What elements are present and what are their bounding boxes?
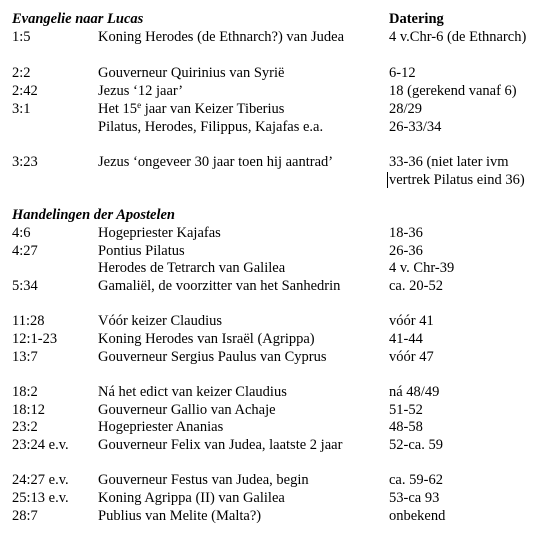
verse-ref: 2:42 — [12, 83, 38, 99]
verse-ref: 1:5 — [12, 29, 31, 45]
ordinal-superscript: e — [137, 100, 142, 110]
event-text: Pilatus, Herodes, Filippus, Kajafas e.a. — [98, 119, 324, 135]
date-text: ná 48/49 — [389, 384, 440, 400]
table-row — [0, 242, 544, 260]
section-title-luke: Evangelie naar Lucas — [12, 11, 144, 27]
event-text: Gamaliël, de voorzitter van het Sanhedrin — [98, 278, 341, 294]
verse-ref: 24:27 e.v. — [12, 472, 69, 488]
dating-column-header: Datering — [389, 11, 444, 27]
date-text: 28/29 — [389, 101, 423, 117]
event-text-pre: Het 15 — [98, 101, 138, 117]
date-text: 51-52 — [389, 402, 423, 418]
table-row — [0, 259, 544, 277]
section-row — [0, 206, 544, 224]
date-text: 18 (gerekend vanaf 6) — [389, 83, 517, 99]
table-row — [0, 82, 544, 100]
verse-ref: 23:24 e.v. — [12, 437, 69, 453]
event-text: Koning Herodes van Israël (Agrippa) — [98, 331, 315, 347]
event-text: Koning Herodes (de Ethnarch?) van Judea — [98, 29, 345, 45]
verse-ref: 23:2 — [12, 419, 38, 435]
event-text: Ná het edict van keizer Claudius — [98, 384, 287, 400]
event-text: Pontius Pilatus — [98, 243, 185, 259]
date-text: 26-36 — [389, 243, 423, 259]
verse-ref: 3:23 — [12, 154, 38, 170]
event-text: Hogepriester Ananias — [98, 419, 224, 435]
date-text: 52-ca. 59 — [389, 437, 443, 453]
table-row — [0, 348, 544, 366]
date-text: onbekend — [389, 508, 446, 524]
date-text: 4 v. Chr-39 — [389, 260, 455, 276]
table-row — [0, 118, 544, 136]
verse-ref: 2:2 — [12, 65, 31, 81]
event-text: Gouverneur Felix van Judea, laatste 2 jaar — [98, 437, 343, 453]
event-text: Publius van Melite (Malta?) — [98, 508, 262, 524]
date-text: ca. 20-52 — [389, 278, 443, 294]
table-row — [0, 330, 544, 348]
section-title-acts: Handelingen der Apostelen — [12, 207, 175, 223]
verse-ref: 18:2 — [12, 384, 38, 400]
verse-ref: 28:7 — [12, 508, 38, 524]
verse-ref: 11:28 — [12, 313, 45, 329]
event-text: Jezus ‘ongeveer 30 jaar toen hij aantrad’ — [98, 154, 334, 170]
verse-ref: 25:13 e.v. — [12, 490, 69, 506]
event-text — [98, 100, 284, 118]
verse-ref: 18:12 — [12, 402, 46, 418]
table-row-continuation — [0, 171, 544, 189]
event-text: Jezus ‘12 jaar’ — [98, 83, 184, 99]
date-text: ca. 59-62 — [389, 472, 443, 488]
verse-ref: 3:1 — [12, 101, 31, 117]
event-text: Gouverneur Sergius Paulus van Cyprus — [98, 349, 327, 365]
table-row — [0, 312, 544, 330]
verse-ref: 5:34 — [12, 278, 38, 294]
table-row — [0, 507, 544, 525]
table-row — [0, 153, 544, 171]
verse-ref: 12:1-23 — [12, 331, 58, 347]
date-text: 33-36 (niet later ivm — [389, 154, 509, 170]
event-text: Gouverneur Gallio van Achaje — [98, 402, 276, 418]
table-row — [0, 224, 544, 242]
date-text: 6-12 — [389, 65, 416, 81]
event-text: Gouverneur Festus van Judea, begin — [98, 472, 309, 488]
event-text: Hogepriester Kajafas — [98, 225, 221, 241]
event-text: Gouverneur Quirinius van Syrië — [98, 65, 285, 81]
event-text-post: jaar van Keizer Tiberius — [141, 101, 285, 117]
table-row — [0, 277, 544, 295]
table-row — [0, 383, 544, 401]
date-text: 53-ca 93 — [389, 490, 440, 506]
table-row — [0, 401, 544, 419]
table-row — [0, 28, 544, 46]
verse-ref: 13:7 — [12, 349, 38, 365]
date-text: vóór 41 — [389, 313, 434, 329]
date-text: 26-33/34 — [389, 119, 442, 135]
table-row — [0, 418, 544, 436]
date-text: 18-36 — [389, 225, 423, 241]
verse-ref: 4:6 — [12, 225, 31, 241]
date-text: 4 v.Chr-6 (de Ethnarch) — [389, 29, 527, 45]
table-row — [0, 64, 544, 82]
table-row — [0, 100, 544, 118]
header-row — [0, 10, 544, 28]
event-text: Koning Agrippa (II) van Galilea — [98, 490, 285, 506]
date-text: vóór 47 — [389, 349, 434, 365]
date-text-continued[interactable] — [389, 171, 525, 189]
verse-ref: 4:27 — [12, 243, 38, 259]
date-text: 48-58 — [389, 419, 423, 435]
date-text: 41-44 — [389, 331, 423, 347]
table-row — [0, 471, 544, 489]
text-cursor: vertrek Pilatus eind 36) — [389, 172, 525, 188]
table-row — [0, 489, 544, 507]
event-text: Vóór keizer Claudius — [98, 313, 223, 329]
event-text: Herodes de Tetrarch van Galilea — [98, 260, 286, 276]
table-row — [0, 436, 544, 454]
